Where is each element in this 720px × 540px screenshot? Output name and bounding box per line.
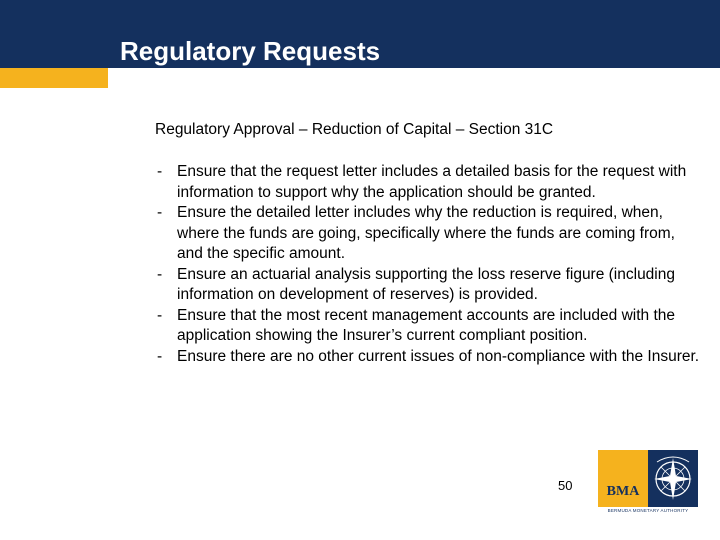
bullet-text: Ensure an actuarial analysis supporting the loss reserve figure (including information on development of reserves) is provided. [177, 265, 675, 303]
bullet-marker: - [157, 163, 163, 180]
bullet-list [155, 162, 700, 367]
bullet-item [155, 203, 700, 265]
slide-subtitle: Regulatory Approval – Reduction of Capital – Section 31C [155, 121, 554, 138]
bullet-text: Ensure that the most recent management accounts are included with the application showing the Insurer’s current compliant position. [177, 306, 676, 344]
bullet-text: Ensure that the request letter includes a detailed basis for the request with information to support why the application should be granted. [177, 163, 687, 201]
compass-emblem-icon [648, 450, 698, 507]
logo-emblem-panel [648, 450, 698, 507]
bullet-text: Ensure the detailed letter includes why the reduction is required, when, where the funds are going, specifically where the funds are coming from, and the specific amount. [177, 204, 675, 262]
bullet-marker: - [157, 265, 163, 283]
bullet-marker: - [157, 306, 163, 324]
logo-gold-panel [598, 450, 648, 507]
page-number: 50 [558, 478, 573, 493]
logo-caption: BERMUDA MONETARY AUTHORITY [607, 508, 689, 513]
bullet-text: Ensure there are no other current issues of non-compliance with the Insurer. [177, 347, 700, 365]
bullet-item [155, 306, 700, 347]
slide-title: Regulatory Requests [120, 36, 381, 66]
bullet-item [155, 347, 700, 368]
bullet-item [155, 265, 700, 306]
logo-text: BMA [606, 484, 640, 499]
bullet-marker: - [157, 204, 163, 221]
bullet-marker: - [157, 347, 163, 365]
bma-logo [598, 450, 698, 515]
bullet-item [155, 162, 700, 203]
header-accent-bar [0, 68, 108, 88]
